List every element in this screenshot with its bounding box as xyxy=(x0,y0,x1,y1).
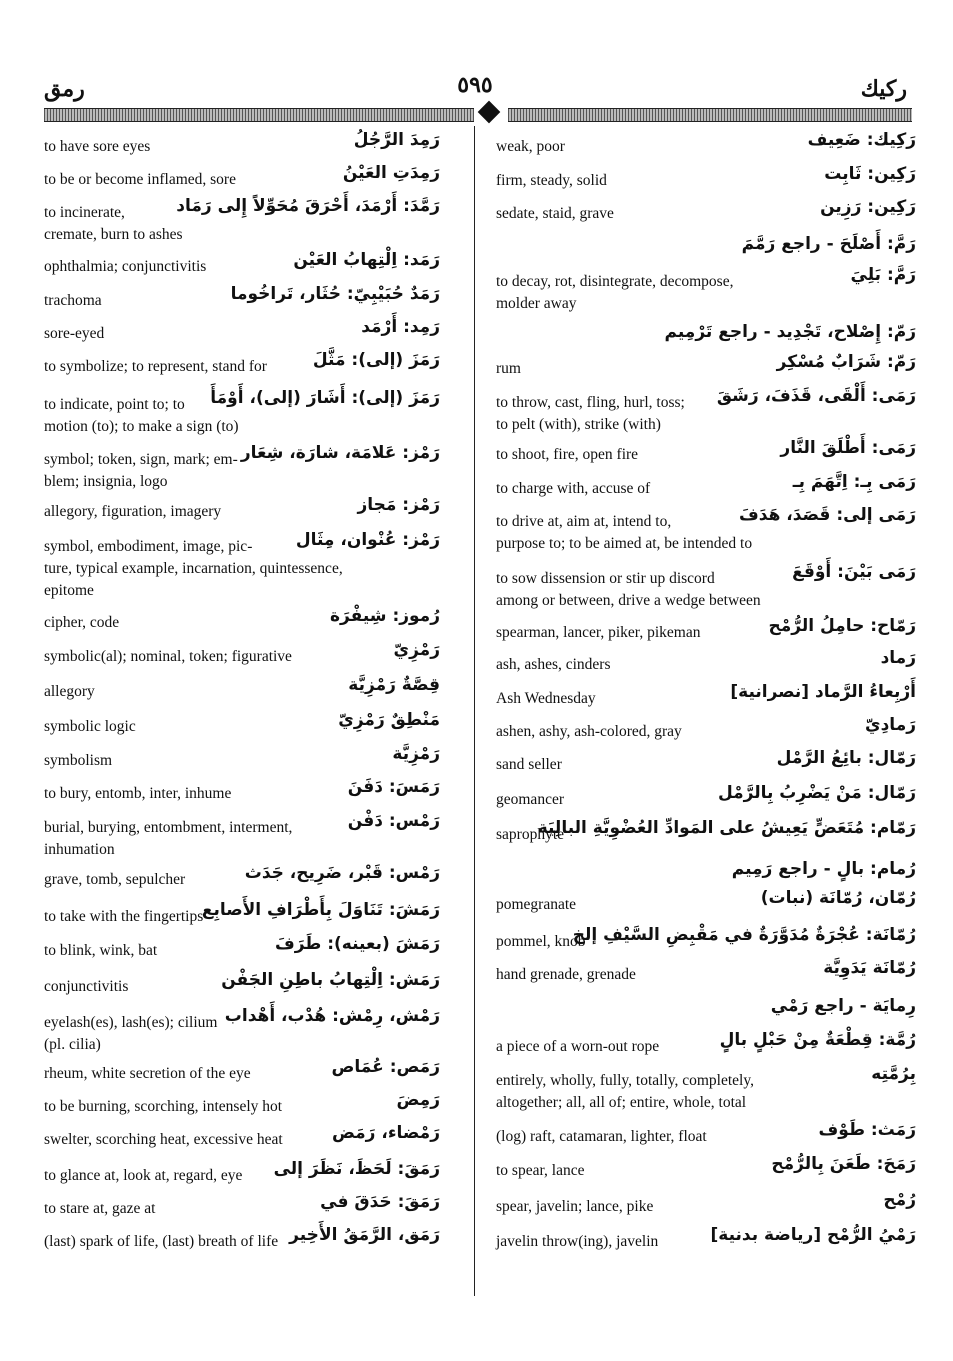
entry-english-definition: geomancer xyxy=(496,791,564,808)
entry-arabic-headword: رَمَشَ (بعينه): طَرَفَ xyxy=(274,934,440,954)
header-guide-word-right: ركيك xyxy=(860,76,907,102)
entry-english-definition: allegory, figuration, imagery xyxy=(44,503,222,520)
entry-arabic-headword: رَمَى: أَطْلَقَ النَّار xyxy=(780,438,916,458)
entry-arabic-headword: رَمْز: عَلامَة، شارَة، شِعَار xyxy=(240,443,440,463)
entry-english-continuation: inhumation xyxy=(44,841,115,858)
entry-english-definition: to be or become inflamed, sore xyxy=(44,171,236,188)
entry-arabic-headword: رِمايَة - راجع رَمْي xyxy=(770,996,916,1016)
entry-english-definition: to bury, entomb, inter, inhume xyxy=(44,785,232,802)
entry-arabic-headword: رَمَحَ: طَعَنَ بِالرُّمْح xyxy=(771,1154,916,1174)
entry-english-definition: to be burning, scorching, intensely hot xyxy=(44,1098,283,1115)
entry-arabic-headword: رَمَش: اِلْتِهابُ باطِنِ الجَفْن xyxy=(221,970,440,990)
entry-english-definition: eyelash(es), lash(es); cilium xyxy=(44,1014,218,1031)
entry-arabic-headword: رَمْز: مَجاز xyxy=(357,495,440,515)
entry-english-definition: cipher, code xyxy=(44,614,120,631)
entry-english-definition: to sow dissension or stir up discord xyxy=(496,570,715,587)
entry-arabic-headword: رُمّانَة يَدَوِيَّة xyxy=(823,958,916,978)
entry-arabic-headword: رَمَى بَيْنَ: أَوْقَعَ xyxy=(792,562,916,582)
entry-english-continuation: purpose to; to be aimed at, be intended to xyxy=(496,535,753,552)
column-divider xyxy=(474,126,475,1296)
entry-english-definition: to have sore eyes xyxy=(44,138,151,155)
entry-arabic-headword: رَمِضَ xyxy=(396,1090,440,1110)
entry-english-definition: to spear, lance xyxy=(496,1162,585,1179)
entry-arabic-headword: رَمْس: دَفْن xyxy=(347,811,440,831)
entry-english-definition: ophthalmia; conjunctivitis xyxy=(44,258,207,275)
entry-english-continuation: cremate, burn to ashes xyxy=(44,226,183,243)
entry-arabic-headword: رَمْزِيّ xyxy=(393,640,440,660)
entry-arabic-headword: رَمَّ: بَلِيَ xyxy=(850,265,916,285)
entry-english-definition: to shoot, fire, open fire xyxy=(496,446,639,463)
entry-english-definition: javelin throw(ing), javelin xyxy=(496,1233,659,1250)
entry-arabic-headword: رَمّال: بائِعُ الرَّمْل xyxy=(776,748,916,768)
entry-english-continuation: among or between, drive a wedge between xyxy=(496,592,761,609)
diamond-ornament-icon xyxy=(478,101,501,124)
entry-arabic-headword: رَمَقَ: حَدَقَ في xyxy=(320,1192,440,1212)
header-rule-left xyxy=(44,108,474,122)
entry-english-definition: symbolic logic xyxy=(44,718,136,735)
entry-english-continuation: blem; insignia, logo xyxy=(44,473,168,490)
entry-arabic-headword: بِرُمَّتِه xyxy=(871,1064,916,1084)
entry-english-continuation: altogether; all, all of; entire, whole, total xyxy=(496,1094,747,1111)
entry-english-definition: to drive at, aim at, intend to, xyxy=(496,513,672,530)
entry-arabic-headword: رَمِدَ الرَّجُلُ xyxy=(353,130,440,150)
entry-english-definition: to take with the fingertips xyxy=(44,908,204,925)
entry-arabic-headword: رَمِد: أَرْمَد xyxy=(361,317,440,337)
header-guide-word-left: رمق xyxy=(44,76,85,102)
entry-english-definition: sand seller xyxy=(496,756,562,773)
entry-arabic-headword: رُمَّة: قِطْعَةٌ مِنْ حَبْلٍ بالٍ xyxy=(719,1030,916,1050)
entry-arabic-headword: رَكِين: ثَابِت xyxy=(824,164,916,184)
entry-arabic-headword: رَمَزَ (إلى): مَثَّلَ xyxy=(312,350,440,370)
entry-english-definition: to decay, rot, disintegrate, decompose, xyxy=(496,273,734,290)
entry-arabic-headword: رَمَقَ: لَحَظَ، نَظَرَ إلى xyxy=(273,1159,440,1179)
entry-arabic-headword: رَمْيُ الرُّمْح [رياضة بدنية] xyxy=(710,1225,916,1245)
entry-english-continuation: ture, typical example, incarnation, quintessence, xyxy=(44,560,343,577)
entry-english-definition: symbol, embodiment, image, pic- xyxy=(44,538,253,555)
entry-arabic-headword: رَمادِيّ xyxy=(865,715,916,735)
entry-english-definition: Ash Wednesday xyxy=(496,690,596,707)
entry-english-definition: ashen, ashy, ash-colored, gray xyxy=(496,723,682,740)
entry-english-definition: (last) spark of life, (last) breath of life xyxy=(44,1233,279,1250)
entry-arabic-headword: رَمَى: أَلْقَى، قَذَفَ، رَشَقَ xyxy=(716,386,916,406)
entry-arabic-headword: رَمَّ: أَصْلَحَ - راجع رَمَّمَ xyxy=(741,234,916,254)
entry-english-definition: pomegranate xyxy=(496,896,577,913)
entry-english-definition: to incinerate, xyxy=(44,204,125,221)
entry-english-definition: saprophyte xyxy=(496,826,565,843)
entry-english-definition: symbolic(al); nominal, token; figurative xyxy=(44,648,292,665)
page-number: ٥٩٥ xyxy=(457,72,493,98)
entry-english-continuation: molder away xyxy=(496,295,577,312)
entry-arabic-headword: قِصَّةٌ رَمْزِيَّة xyxy=(348,675,440,695)
entry-english-definition: to glance at, look at, regard, eye xyxy=(44,1167,243,1184)
entry-english-definition: entirely, wholly, fully, totally, completely, xyxy=(496,1072,754,1089)
entry-arabic-headword: رَمّ: شَرَابٌ مُسْكِر xyxy=(776,352,916,372)
entry-english-definition: firm, steady, solid xyxy=(496,172,607,189)
entry-arabic-headword: رَمِدَتِ العَيْنُ xyxy=(342,163,440,183)
entry-english-definition: (log) raft, catamaran, lighter, float xyxy=(496,1128,707,1145)
entry-arabic-headword: رُمّانَة: عُجْرَةٌ مُدَوَّرَةٌ في مَقْبِضِ السَّيْفِ إلخ xyxy=(572,925,916,945)
entry-arabic-headword: رَكِيك: ضَعِيف xyxy=(807,130,916,150)
entry-arabic-headword: رَمَد: اِلْتِهابُ العَيْن xyxy=(293,250,440,270)
entry-arabic-headword: رَمَص: عُمَاص xyxy=(331,1057,440,1077)
entry-arabic-headword: رَمَدٌ حُبَيْبِيّ: حُثَار، تَراخُوما xyxy=(230,284,440,304)
entry-arabic-headword: رَكِين: رَزِين xyxy=(820,197,916,217)
entry-arabic-headword: رُموز: شِيفْرَة xyxy=(330,606,440,626)
entry-arabic-headword: رَمْز: عُنْوان، مِثَال xyxy=(295,530,440,550)
entry-english-definition: ash, ashes, cinders xyxy=(496,656,611,673)
entry-english-definition: spearman, lancer, piker, pikeman xyxy=(496,624,701,641)
entry-english-definition: pommel, knob xyxy=(496,933,586,950)
entry-english-definition: sedate, staid, grave xyxy=(496,205,614,222)
entry-english-continuation: motion (to); to make a sign (to) xyxy=(44,418,239,435)
entry-arabic-headword: رَماد xyxy=(880,648,916,668)
entry-english-definition: trachoma xyxy=(44,292,102,309)
entry-english-continuation: (pl. cilia) xyxy=(44,1036,101,1053)
entry-english-definition: swelter, scorching heat, excessive heat xyxy=(44,1131,283,1148)
entry-arabic-headword: رَمْس: قَبْر، ضَرِيح، جَدَث xyxy=(244,863,440,883)
entry-arabic-headword: أَرْبِعاءُ الرَّماد [نصرانية] xyxy=(730,682,916,702)
entry-arabic-headword: رَمَق، الرَّمَقُ الأَخِير xyxy=(289,1225,440,1245)
entry-arabic-headword: رَمَّدَ: أَرْمَدَ، أَحْرَقَ مُحَوِّلاً إِلى رَمَاد xyxy=(176,196,440,216)
entry-english-definition: to blink, wink, bat xyxy=(44,942,158,959)
entry-arabic-headword: رُمّان، رُمّانَة (نبات) xyxy=(760,888,916,908)
entry-english-definition: to indicate, point to; to xyxy=(44,396,185,413)
entry-english-definition: burial, burying, entombment, interment, xyxy=(44,819,293,836)
entry-arabic-headword: رَمَشَ: تَنَاوَلَ بِأَطْرَافِ الأَصابِع xyxy=(201,900,440,920)
entry-arabic-headword: مَنْطِقٌ رَمْزِيّ xyxy=(338,710,440,730)
entry-english-definition: rum xyxy=(496,360,521,377)
entry-arabic-headword: رَمّاح: حامِلُ الرُّمْح xyxy=(768,616,916,636)
entry-english-definition: allegory xyxy=(44,683,95,700)
entry-english-definition: to symbolize; to represent, stand for xyxy=(44,358,267,375)
entry-arabic-headword: رَمّ: إِصْلاح، تَجْدِيد - راجع تَرْمِيم xyxy=(664,322,916,342)
entry-arabic-headword: رَمَى بِـ: اِتَّهَمَ بِـ xyxy=(792,472,916,492)
entry-arabic-headword: رَمَث: طَوْف xyxy=(818,1120,916,1140)
entry-english-continuation: epitome xyxy=(44,582,94,599)
entry-english-definition: sore-eyed xyxy=(44,325,105,342)
entry-english-definition: a piece of a worn-out rope xyxy=(496,1038,660,1055)
entry-english-definition: grave, tomb, sepulcher xyxy=(44,871,186,888)
entry-arabic-headword: رَمّال: مَنْ يَضْرِبُ بِالرَّمْل xyxy=(717,783,916,803)
entry-arabic-headword: رَمَزَ (إلى): أَشَارَ (إلى)، أَوْمَأَ xyxy=(210,388,440,408)
entry-arabic-headword: رُمْح xyxy=(883,1190,916,1210)
entry-english-definition: rheum, white secretion of the eye xyxy=(44,1065,251,1082)
entry-english-definition: spear, javelin; lance, pike xyxy=(496,1198,654,1215)
header-rule-right xyxy=(508,108,912,122)
entry-english-definition: hand grenade, grenade xyxy=(496,966,636,983)
entry-english-definition: symbol; token, sign, mark; em- xyxy=(44,451,238,468)
entry-arabic-headword: رَمَى إلى: قَصَدَ، هَدَفَ xyxy=(739,505,916,525)
entry-english-definition: to stare at, gaze at xyxy=(44,1200,156,1217)
entry-arabic-headword: رَمْش، رِمْش: هُدْب، أَهْداب xyxy=(224,1006,440,1026)
entry-english-definition: conjunctivitis xyxy=(44,978,129,995)
entry-english-definition: to throw, cast, fling, hurl, toss; xyxy=(496,394,685,411)
entry-arabic-headword: رَمَسَ: دَفَنَ xyxy=(347,777,440,797)
entry-english-definition: symbolism xyxy=(44,752,113,769)
entry-arabic-headword: رَمْضاء، رَمَض xyxy=(331,1123,440,1143)
entry-english-definition: weak, poor xyxy=(496,138,565,155)
entry-arabic-headword: رَمّام: مُتَعَضٍّ يَعِيشُ على المَوادِّ العُضْوِيَّةِ البالِيَة xyxy=(537,818,916,838)
entry-english-continuation: to pelt (with), strike (with) xyxy=(496,416,661,433)
entry-arabic-headword: رَمْزِيَّة xyxy=(392,744,440,764)
entry-arabic-headword: رُمام: بالٍ - راجع رَمِيم xyxy=(731,859,916,879)
entry-english-definition: to charge with, accuse of xyxy=(496,480,651,497)
